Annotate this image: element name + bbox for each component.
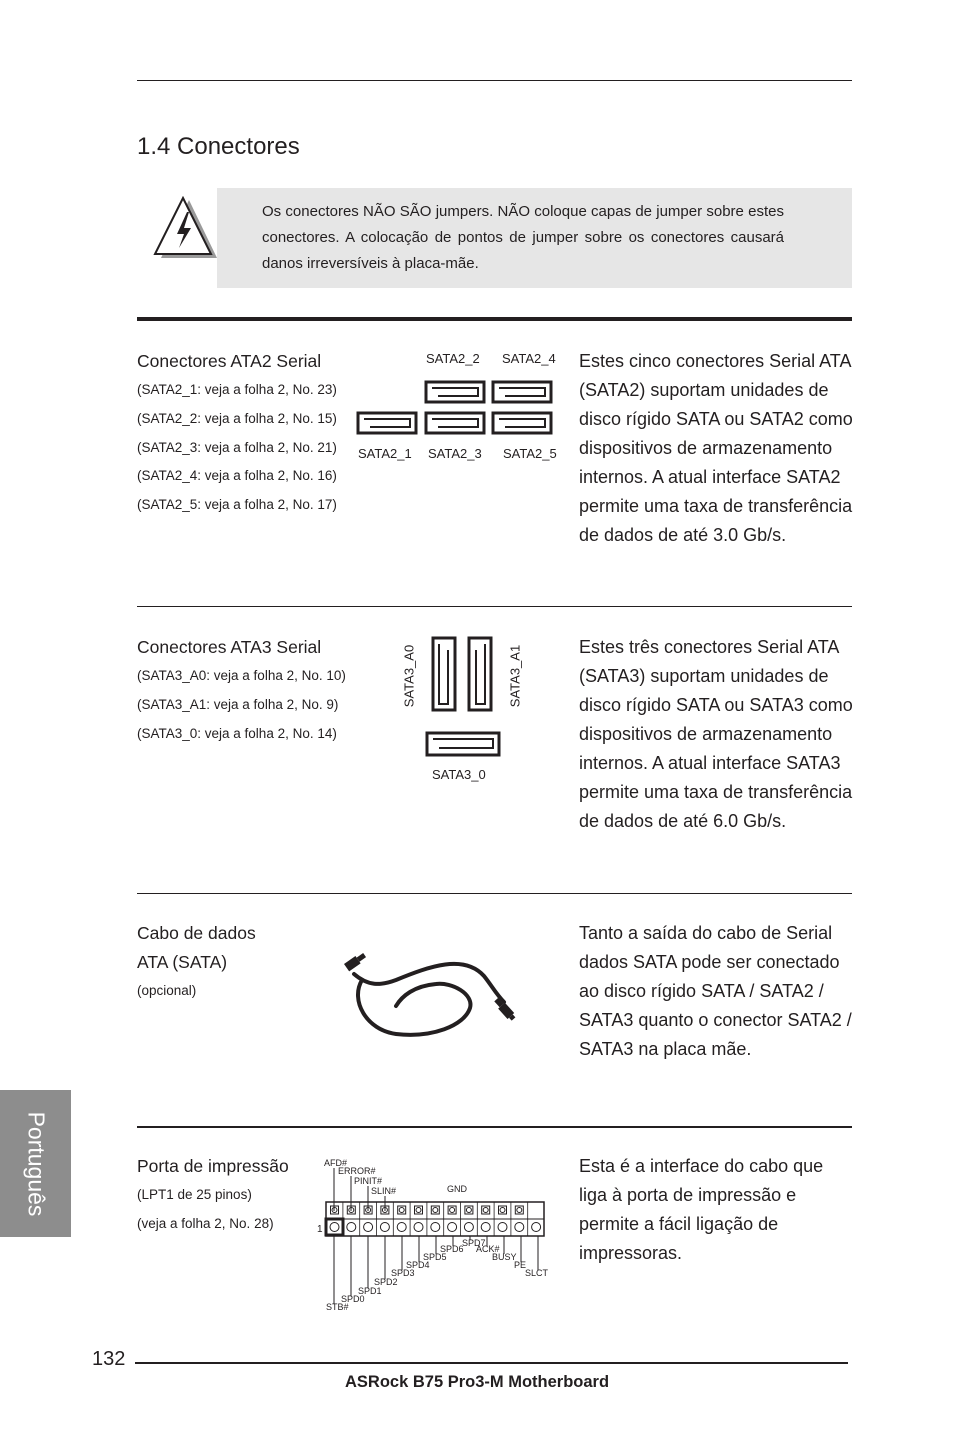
lpt-pin-top-hole — [517, 1208, 522, 1213]
sata2-5-label: SATA2_5 — [503, 446, 557, 461]
lpt-pin1-label: 1 — [317, 1224, 323, 1235]
lpt-label-afd: AFD# — [324, 1158, 348, 1168]
sata3-title: Conectores ATA3 Serial — [137, 637, 322, 657]
lpt-pin-bottom — [532, 1223, 541, 1232]
section-divider-thick — [137, 317, 852, 321]
lpt-pin-bottom — [397, 1223, 406, 1232]
lpt-pin-top-hole — [450, 1208, 455, 1213]
language-side-tab — [0, 1090, 71, 1237]
section-divider-1 — [137, 606, 852, 607]
lpt-pin-top-hole — [416, 1208, 421, 1213]
lpt-label-slct: SLCT — [525, 1268, 549, 1278]
sata2-1-label: SATA2_1 — [358, 446, 412, 461]
sata3-ref-2: (SATA3_A1: veja a folha 2, No. 9) — [137, 697, 339, 712]
lpt-label-busy: BUSY — [492, 1252, 517, 1262]
sata2-ref-1: (SATA2_1: veja a folha 2, No. 23) — [137, 382, 337, 397]
lpt-pin-bottom — [431, 1223, 440, 1232]
sata2-4-connector — [493, 382, 551, 402]
lpt-label-spd3: SPD3 — [391, 1268, 415, 1278]
lpt-pin-bottom — [330, 1223, 339, 1232]
lpt-pin-top-hole — [399, 1208, 404, 1213]
lpt-pin-bottom — [448, 1223, 457, 1232]
page-number: 132 — [92, 1348, 126, 1370]
lpt-pin-top-hole — [466, 1208, 471, 1213]
sata2-1-connector — [358, 413, 416, 433]
sata2-4-label: SATA2_4 — [502, 351, 556, 366]
lpt-pin-bottom — [464, 1223, 473, 1232]
cable-description: Tanto a saída do cabo de Serial dados SATA pode ser conectado ao disco rígido SATA / SATA2 / SATA3 quanto o conector SATA2 / SATA3 na placa mãe. — [579, 923, 852, 1059]
lpt-label-error: ERROR# — [338, 1166, 376, 1176]
sata2-ref-3: (SATA2_3: veja a folha 2, No. 21) — [137, 440, 337, 455]
lpt-pin-bottom — [347, 1223, 356, 1232]
lpt-label-pinit: PINIT# — [354, 1176, 383, 1186]
lpt-pin-top-hole — [483, 1208, 488, 1213]
lpt-pin-top-hole — [500, 1208, 505, 1213]
lpt-pin-bottom — [498, 1223, 507, 1232]
sata3-0-connector — [427, 733, 499, 755]
sata3-description: Estes três conectores Serial ATA (SATA3) suportam unidades de disco rígido SATA ou SATA3 como dispositivos de armazenamento internos. A atual interface SATA3 permite uma taxa de transferência de dados de até 6.0 Gb/s. — [579, 637, 853, 831]
section-title: 1.4 Conectores — [137, 133, 300, 160]
top-rule — [137, 80, 852, 81]
lpt-header-diagram — [316, 1154, 552, 1319]
warning-box — [217, 188, 852, 288]
lpt-label-pe: PE — [514, 1260, 527, 1270]
sata3-a0-label: SATA3_A0 — [401, 644, 417, 708]
sata2-2-label: SATA2_2 — [426, 351, 480, 366]
lpt-label-ack: ACK# — [476, 1244, 500, 1254]
lpt-label-spd1: SPD1 — [358, 1286, 382, 1296]
lpt-note-2: (veja a folha 2, No. 28) — [137, 1216, 274, 1231]
lpt-pin-bottom — [364, 1223, 373, 1232]
sata2-5-connector — [493, 413, 551, 433]
lpt-label-spd4: SPD4 — [406, 1260, 430, 1270]
sata3-connectors-diagram — [424, 636, 504, 765]
sata3-a1-label: SATA3_A1 — [507, 644, 523, 708]
sata2-connectors-diagram — [356, 380, 556, 445]
lpt-label-spd2: SPD2 — [374, 1277, 398, 1287]
section-divider-3 — [137, 1126, 852, 1128]
lpt-pin-bottom — [414, 1223, 423, 1232]
warning-text: Os conectores NÃO SÃO jumpers. NÃO coloque capas de jumper sobre estes conectores. A colocação de pontos de jumper sobre os conectores causará danos irreversíveis à placa-mãe. — [262, 203, 784, 272]
lpt-title: Porta de impressão — [137, 1156, 289, 1176]
lpt-label-spd5: SPD5 — [423, 1252, 447, 1262]
sata3-ref-3: (SATA3_0: veja a folha 2, No. 14) — [137, 726, 337, 741]
lpt-label-slin: SLIN# — [371, 1186, 397, 1196]
cable-title-line2: ATA (SATA) — [137, 952, 228, 972]
lpt-label-spd0: SPD0 — [341, 1294, 365, 1304]
sata2-ref-5: (SATA2_5: veja a folha 2, No. 17) — [137, 497, 337, 512]
footer-product: ASRock B75 Pro3-M Motherboard — [345, 1373, 610, 1391]
sata3-0-label: SATA3_0 — [432, 767, 486, 782]
sata2-3-connector — [426, 413, 484, 433]
section-divider-2 — [137, 893, 852, 894]
lpt-pin-bottom — [481, 1223, 490, 1232]
footer-rule — [135, 1362, 848, 1364]
cable-note: (opcional) — [137, 983, 197, 998]
sata2-ref-2: (SATA2_2: veja a folha 2, No. 15) — [137, 411, 337, 426]
sata2-title: Conectores ATA2 Serial — [137, 351, 322, 371]
sata3-a1-connector — [469, 638, 491, 710]
lpt-label-spd7: SPD7 — [462, 1238, 486, 1248]
sata-cable-icon — [340, 950, 530, 1049]
sata3-ref-1: (SATA3_A0: veja a folha 2, No. 10) — [137, 668, 346, 683]
lpt-description: Esta é a interface do cabo que liga à porta de impressão e permite a fácil ligação de impressoras. — [579, 1156, 824, 1263]
sata2-2-connector — [426, 382, 484, 402]
lpt-note-1: (LPT1 de 25 pinos) — [137, 1187, 252, 1202]
lpt-pin-bottom — [380, 1223, 389, 1232]
lpt-pin-top-hole — [433, 1208, 438, 1213]
sata2-3-label: SATA2_3 — [428, 446, 482, 461]
lpt-pin-bottom — [515, 1223, 524, 1232]
lpt-label-spd6: SPD6 — [440, 1244, 464, 1254]
lpt-label-stb: STB# — [326, 1302, 349, 1312]
lpt-label-gnd: GND — [447, 1184, 467, 1194]
sata2-description: Estes cinco conectores Serial ATA (SATA2) suportam unidades de disco rígido SATA ou SATA2 como dispositivos de armazenamento internos. A atual interface SATA2 permite uma taxa de transferência de dados de até 3.0 Gb/s. — [579, 351, 853, 545]
cable-title-line1: Cabo de dados — [137, 923, 256, 943]
sata2-ref-4: (SATA2_4: veja a folha 2, No. 16) — [137, 468, 337, 483]
sata3-a0-connector — [433, 638, 455, 710]
warning-icon — [153, 196, 219, 265]
language-side-tab-label: Português — [23, 1111, 49, 1216]
